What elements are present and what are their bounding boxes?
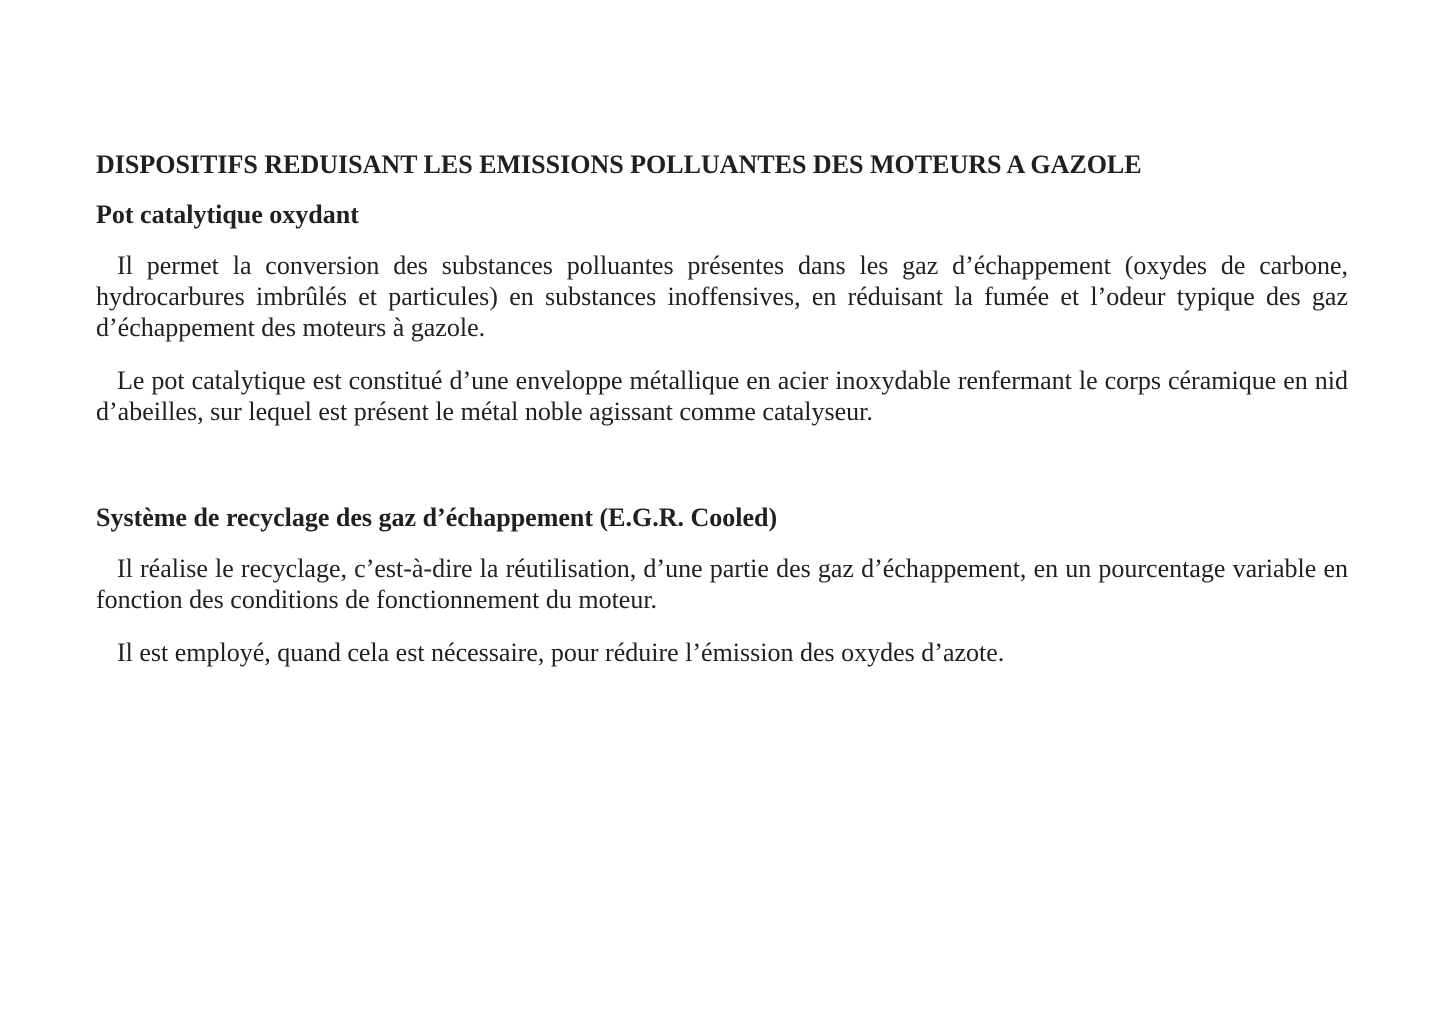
paragraph: Il permet la conversion des substances polluantes présentes dans les gaz d’échappement (oxydes de carbone, hydrocarbures imbrûlés et particules) en substances inoffensives, en réduisant la fumée et l’odeur typique des gaz d’échappement des moteurs à gazole.: [96, 251, 1348, 342]
section-egr-system: [96, 501, 1348, 668]
main-title: DISPOSITIFS REDUISANT LES EMISSIONS POLLUANTES DES MOTEURS A GAZOLE: [96, 150, 1142, 179]
section-spacer: [96, 449, 1348, 501]
section-title: Pot catalytique oxydant: [96, 200, 359, 229]
document-page: [96, 148, 1348, 690]
section-title: Système de recyclage des gaz d’échappement (E.G.R. Cooled): [96, 503, 778, 532]
paragraph: Il est employé, quand cela est nécessaire, pour réduire l’émission des oxydes d’azote.: [117, 638, 1005, 667]
paragraph: Il réalise le recyclage, c’est-à-dire la réutilisation, d’une partie des gaz d’échappement, en un pourcentage variable en fonction des conditions de fonctionnement du moteur.: [96, 554, 1348, 614]
paragraph: Le pot catalytique est constitué d’une enveloppe métallique en acier inoxydable renfermant le corps céramique en nid d’abeilles, sur lequel est présent le métal noble agissant comme catalyseur.: [96, 366, 1348, 426]
section-catalytic-converter: [96, 198, 1348, 427]
